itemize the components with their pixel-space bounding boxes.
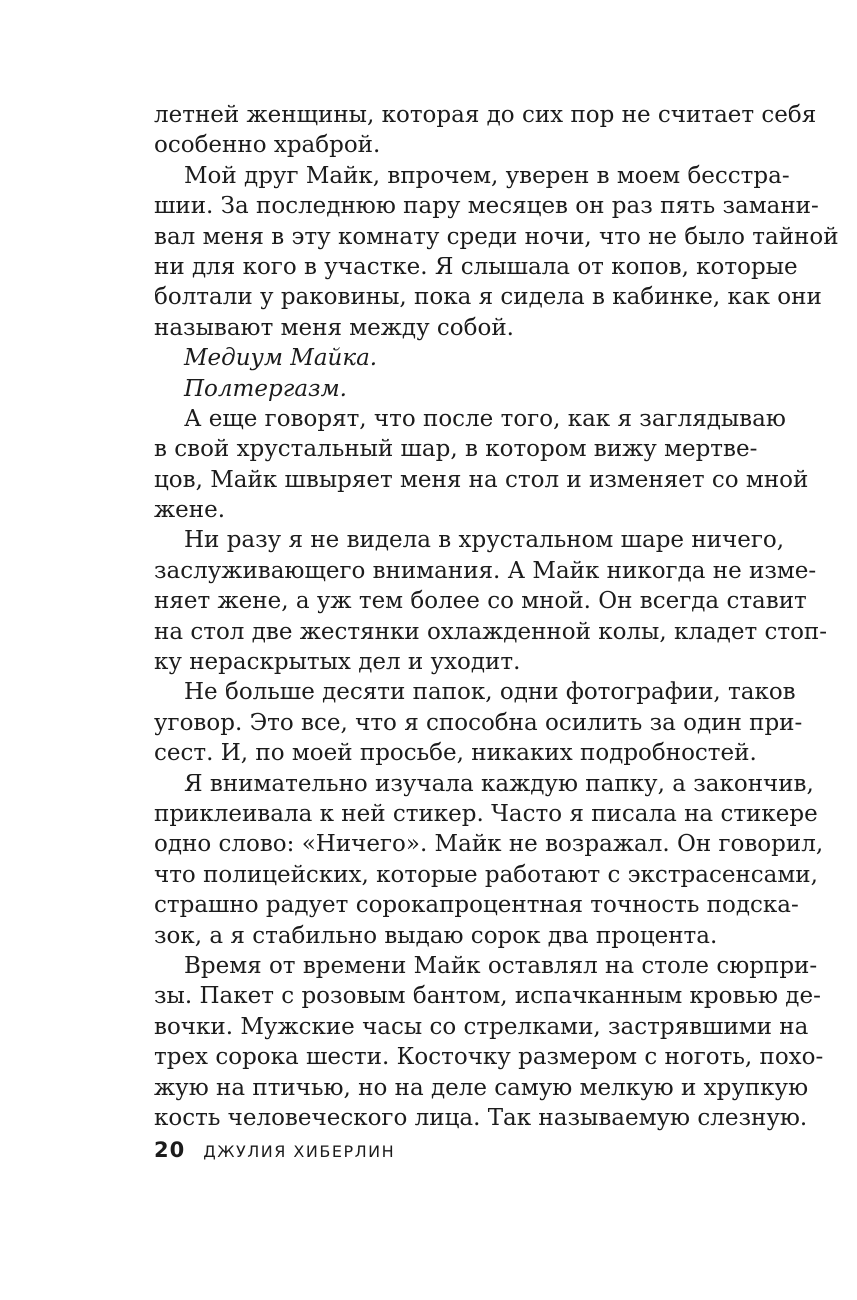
text-line: зок, а я стабильно выдаю сорок два процента. <box>154 922 718 949</box>
text-line: Я внимательно изучала каждую папку, а закончив, <box>184 770 814 797</box>
text-line: зы. Пакет с розовым бантом, испачканным кровью де- <box>154 983 821 1010</box>
text-line: жую на птичью, но на деле самую мелкую и хрупкую <box>154 1074 809 1101</box>
text-line: в свой хрустальный шар, в котором вижу мертве- <box>154 436 758 463</box>
text-line: кость человеческого лица. Так называемую слезную. <box>154 1104 808 1131</box>
page-footer <box>154 1138 395 1168</box>
text-line: особенно храброй. <box>154 132 381 159</box>
text-line: Ни разу я не видела в хрустальном шаре ничего, <box>184 527 785 554</box>
text-line: жене. <box>154 497 226 524</box>
text-line: Мой друг Майк, впрочем, уверен в моем бесстра- <box>184 162 790 189</box>
text-line: Не больше десяти папок, одни фотографии, таков <box>184 679 796 706</box>
running-head-author: ДЖУЛИЯ ХИБЕРЛИН <box>203 1142 396 1161</box>
text-line: Полтергазм. <box>184 375 347 402</box>
text-line: страшно радует сорокапроцентная точность подска- <box>154 892 799 919</box>
text-line: Медиум Майка. <box>184 345 378 372</box>
text-line: что полицейских, которые работают с экстрасенсами, <box>154 861 818 888</box>
text-line: шии. За последнюю пару месяцев он раз пять замани- <box>154 193 819 220</box>
text-line: ку нераскрытых дел и уходит. <box>154 649 521 676</box>
text-line: сест. И, по моей просьбе, никаких подробностей. <box>154 740 757 767</box>
text-line: цов, Майк швыряет меня на стол и изменяет со мной <box>154 466 809 493</box>
text-line: трех сорока шести. Косточку размером с ноготь, похо- <box>154 1044 824 1071</box>
text-line: заслуживающего внимания. А Майк никогда не изме- <box>154 557 817 584</box>
text-line: вал меня в эту комнату среди ночи, что не было тайной <box>154 223 839 250</box>
text-line: летней женщины, которая до сих пор не считает себя <box>154 102 817 128</box>
text-line: на стол две жестянки охлажденной колы, кладет стоп- <box>154 618 828 645</box>
text-line: уговор. Это все, что я способна осилить за один при- <box>154 709 803 736</box>
body-text <box>154 100 839 1133</box>
text-line: приклеивала к ней стикер. Часто я писала на стикере <box>154 800 818 827</box>
text-line: называют меня между собой. <box>154 314 514 341</box>
page-number: 20 <box>154 1138 186 1162</box>
text-line: вочки. Мужские часы со стрелками, застрявшими на <box>154 1013 809 1040</box>
text-line: ни для кого в участке. Я слышала от копов, которые <box>154 253 798 280</box>
text-line: одно слово: «Ничего». Майк не возражал. Он говорил, <box>154 831 824 858</box>
text-line: А еще говорят, что после того, как я заглядываю <box>184 405 786 432</box>
text-line: болтали у раковины, пока я сидела в кабинке, как они <box>154 284 822 311</box>
text-line: няет жене, а уж тем более со мной. Он всегда ставит <box>154 588 807 615</box>
text-line: Время от времени Майк оставлял на столе сюрпри- <box>184 952 818 979</box>
